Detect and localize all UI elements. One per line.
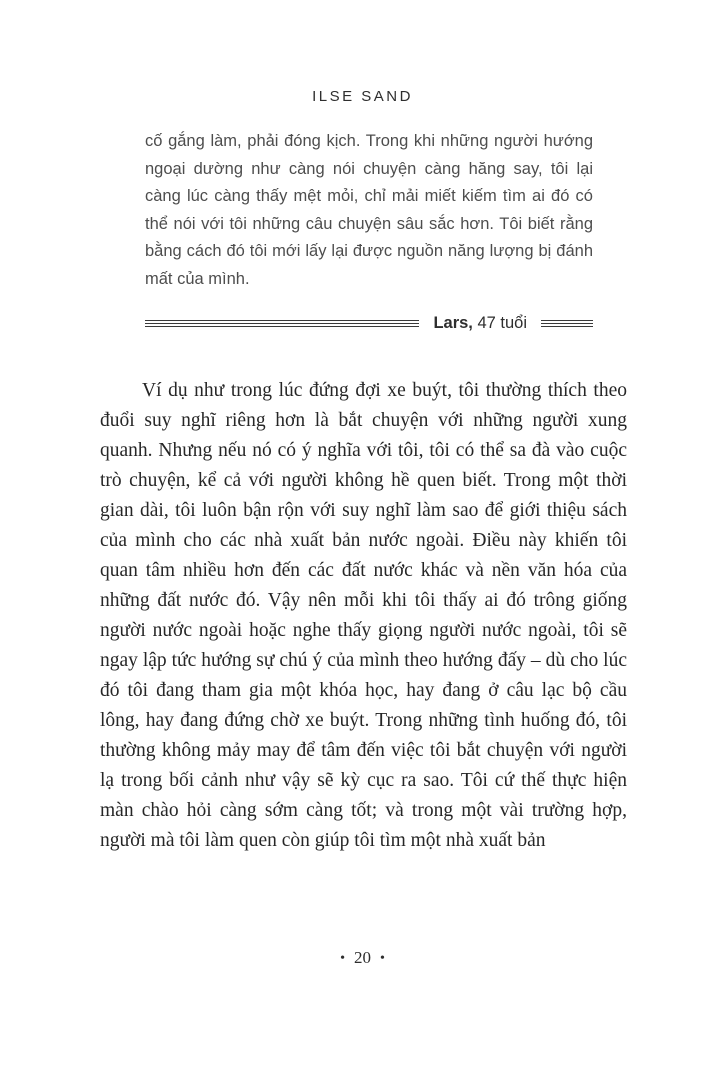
quote-block (145, 128, 593, 293)
running-header: ILSE SAND (312, 88, 413, 105)
decorative-rule-left (145, 320, 419, 327)
body-paragraph: Ví dụ như trong lúc đứng đợi xe buýt, tôi thường thích theo đuổi suy nghĩ riêng hơn là bắt chuyện với những người xung quanh. Nhưng nếu nó có ý nghĩa với tôi, tôi có thể sa đà vào cuộc trò chuyện, kể cả với người không hề quen biết. Trong một thời gian dài, tôi luôn bận rộn với suy nghĩ làm sao để giới thiệu sách của mình cho các nhà xuất bản nước ngoài. Điều này khiến tôi quan tâm nhiều hơn đến các đất nước khác và nền văn hóa của những đất nước đó. Vậy nên mỗi khi tôi thấy ai đó trông giống người nước ngoài hoặc nghe thấy giọng người nước ngoài, tôi sẽ ngay lập tức hướng sự chú ý của mình theo hướng đấy – dù cho lúc đó tôi đang tham gia một khóa học, hay đang ở câu lạc bộ cầu lông, hay đang đứng chờ xe buýt. Trong những tình huống đó, tôi thường không mảy may để tâm đến việc tôi bắt chuyện với người lạ trong bối cảnh như vậy sẽ kỳ cục ra sao. Tôi cứ thế thực hiện màn chào hỏi càng sớm càng tốt; và trong một vài trường hợp, người mà tôi làm quen còn giúp tôi tìm một nhà xuất bản (100, 380, 627, 851)
quote-text: cố gắng làm, phải đóng kịch. Trong khi những người hướng ngoại dường như càng nói chuyện càng hăng say, tôi lại càng lúc càng thấy mệt mỏi, chỉ mải miết kiếm tìm ai đó có thể nói với tôi những câu chuyện sâu sắc hơn. Tôi biết rằng bằng cách đó tôi mới lấy lại được nguồn năng lượng bị đánh mất của mình. (145, 132, 593, 288)
attribution-name: Lars, (433, 314, 473, 332)
body-text-block (100, 376, 627, 856)
page-number-bullet-left: • (340, 951, 345, 966)
page-number-bullet-right: • (380, 951, 385, 966)
page-number: 20 (354, 948, 371, 967)
quote-attribution (145, 314, 593, 333)
page-footer (0, 948, 725, 968)
attribution-text (433, 314, 527, 333)
decorative-rule-right (541, 320, 593, 327)
attribution-age: 47 tuổi (472, 314, 527, 332)
